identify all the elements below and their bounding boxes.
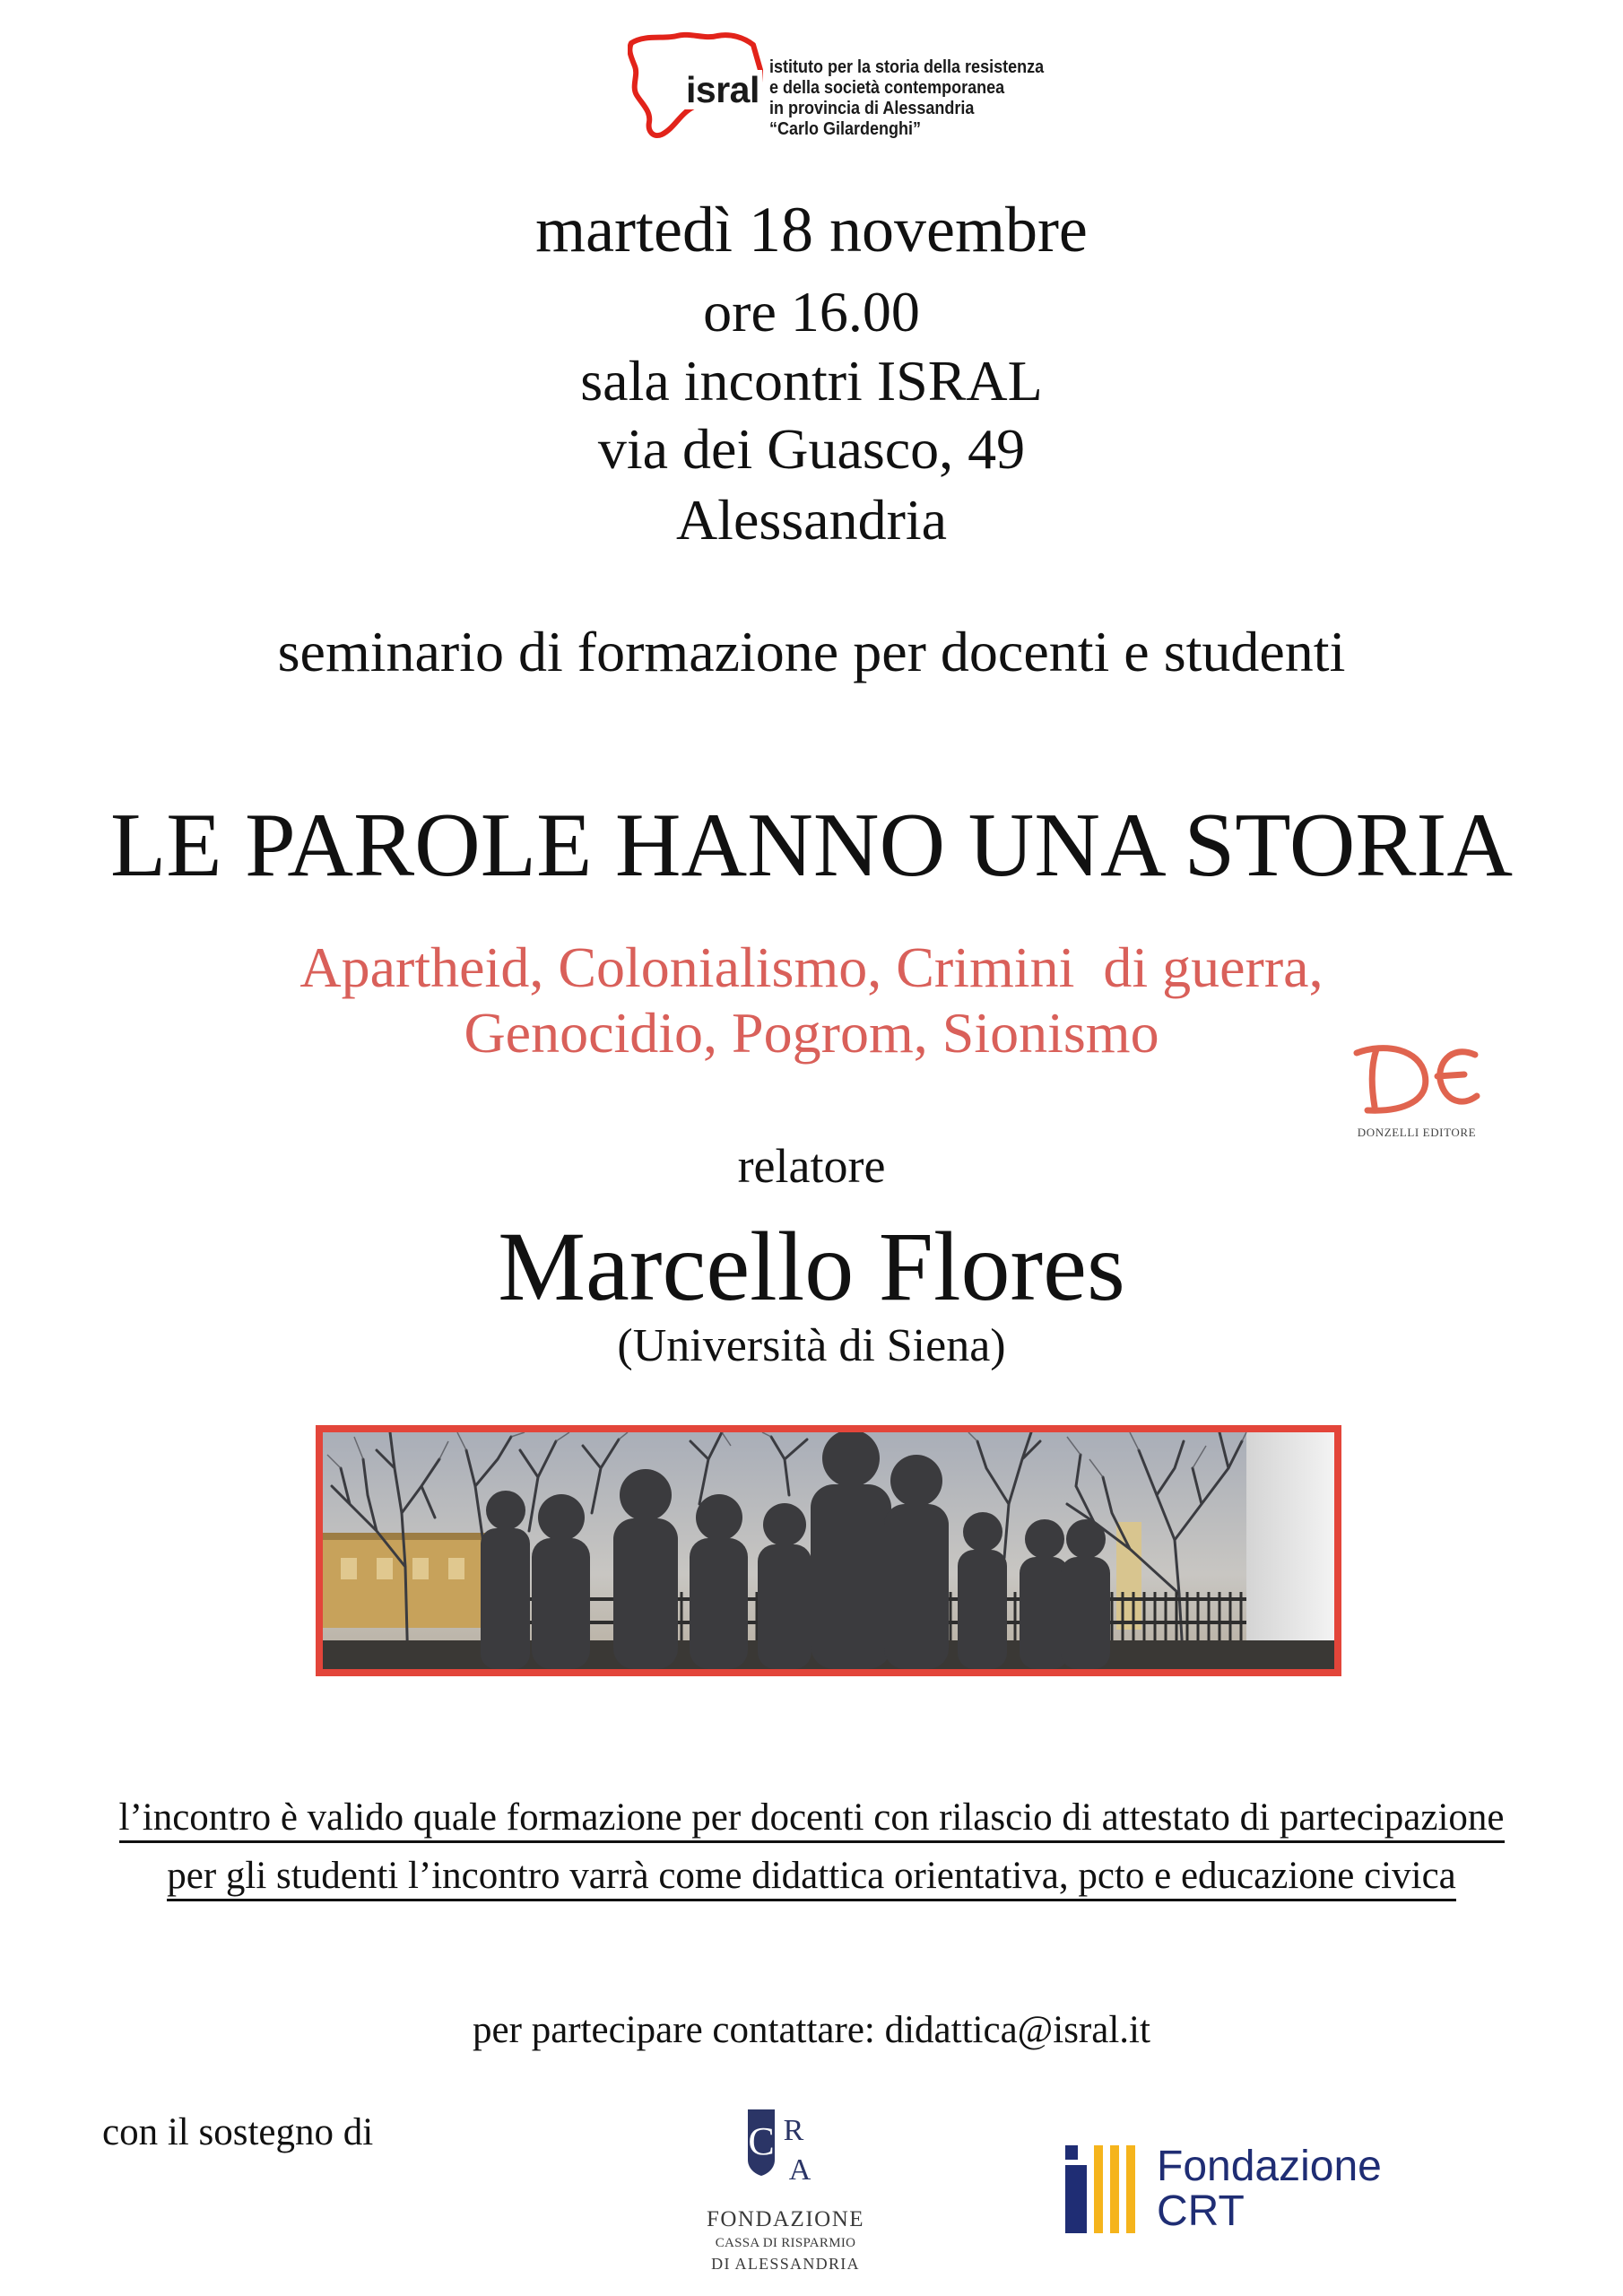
institute-line: e della società contemporanea bbox=[769, 78, 1005, 98]
institute-line: istituto per la storia della resistenza bbox=[769, 57, 1045, 77]
institute-name bbox=[769, 57, 1044, 140]
monogram-letter: R bbox=[783, 2114, 804, 2147]
sculpture-figure bbox=[1061, 1519, 1110, 1669]
keywords-line: Genocidio, Pogrom, Sionismo bbox=[464, 1001, 1159, 1065]
fondazione-cra-name bbox=[690, 2206, 881, 2274]
isral-logo-word: isral bbox=[683, 70, 762, 109]
keywords-line: Apartheid, Colonialismo, Crimini di guerra, bbox=[299, 935, 1324, 999]
speaker-label: relatore bbox=[737, 1139, 886, 1193]
institute-line: in provincia di Alessandria bbox=[769, 99, 975, 118]
monogram-letter: C bbox=[748, 2119, 775, 2163]
cra-line: CASSA DI RISPARMIO bbox=[715, 2236, 856, 2250]
sculpture-figure bbox=[690, 1494, 748, 1669]
wall bbox=[1246, 1432, 1334, 1669]
sculpture-figure bbox=[481, 1491, 530, 1669]
speaker-name: Marcello Flores bbox=[498, 1212, 1125, 1321]
crt-line: Fondazione bbox=[1157, 2143, 1382, 2190]
cra-line: DI ALESSANDRIA bbox=[711, 2255, 860, 2273]
crt-line: CRT bbox=[1157, 2187, 1245, 2235]
event-address: via dei Guasco, 49 bbox=[597, 417, 1026, 481]
sculptures-photo-image bbox=[323, 1432, 1334, 1669]
seminar-type: seminario di formazione per docenti e studenti bbox=[277, 620, 1346, 683]
sculpture-figure bbox=[958, 1512, 1007, 1669]
sculpture-figure bbox=[613, 1469, 678, 1669]
donzelli-editore-logo-icon bbox=[1350, 1030, 1484, 1124]
sculpture-figure bbox=[884, 1455, 949, 1669]
fondazione-crt-logo-icon bbox=[1065, 2145, 1146, 2233]
sponsors-label: con il sostegno di bbox=[102, 2111, 374, 2153]
event-city: Alessandria bbox=[675, 488, 948, 552]
page-title: LE PAROLE HANNO UNA STORIA bbox=[109, 795, 1514, 896]
speaker-affiliation: (Università di Siena) bbox=[617, 1320, 1006, 1371]
cra-line: FONDAZIONE bbox=[706, 2207, 865, 2231]
institute-line: “Carlo Gilardenghi” bbox=[769, 119, 922, 139]
note-row bbox=[0, 1796, 1623, 1843]
note-students: per gli studenti l’incontro varrà come didattica orientativa, pcto e educazione civica bbox=[167, 1854, 1456, 1901]
sculpture-figure bbox=[758, 1503, 812, 1669]
monogram-letter: A bbox=[788, 2153, 812, 2187]
note-teachers: l’incontro è valido quale formazione per docenti con rilascio di attestato di partecipazione bbox=[119, 1796, 1505, 1843]
publisher-name: DONZELLI EDITORE bbox=[1357, 1126, 1477, 1139]
event-time: ore 16.00 bbox=[703, 280, 920, 344]
fondazione-cra-monogram-icon bbox=[744, 2109, 825, 2187]
sculpture-figure bbox=[532, 1494, 590, 1669]
event-venue: sala incontri ISRAL bbox=[580, 349, 1043, 413]
note-row bbox=[0, 1854, 1623, 1901]
contact-info: per partecipare contattare: didattica@isral.it bbox=[473, 2009, 1150, 2051]
event-date: martedì 18 novembre bbox=[535, 194, 1088, 265]
sculptures-photo bbox=[316, 1425, 1341, 1676]
